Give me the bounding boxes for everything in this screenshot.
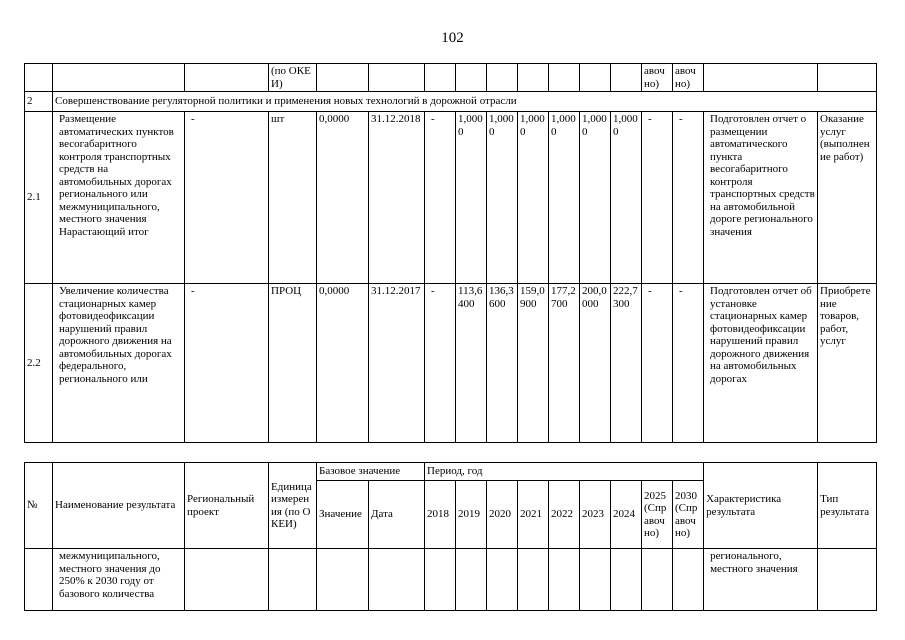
unit-header-tail: (по ОКЕИ) bbox=[269, 64, 317, 92]
result-type: Приобретение товаров, работ, услуг bbox=[818, 284, 877, 443]
year-2023-header: 2023 bbox=[580, 481, 611, 549]
regional-project: - bbox=[185, 284, 269, 443]
value-2024: 222,7300 bbox=[611, 284, 642, 443]
year-2024-header: 2024 bbox=[611, 481, 642, 549]
value-2021: 159,0900 bbox=[518, 284, 549, 443]
base-value: 0,0000 bbox=[317, 112, 369, 284]
value-2019: 113,6400 bbox=[456, 284, 487, 443]
base-date: 31.12.2017 bbox=[369, 284, 425, 443]
value-2023: 200,0000 bbox=[580, 284, 611, 443]
base-header: Базовое значение bbox=[317, 463, 425, 481]
section-title: Совершенствование регуляторной политики и применения новых технологий в дорожной отрасли bbox=[53, 92, 877, 112]
period-header: Период, год bbox=[425, 463, 704, 481]
unit-header: Единица измерения (по ОКЕИ) bbox=[269, 463, 317, 549]
base-value: 0,0000 bbox=[317, 284, 369, 443]
value-2018: - bbox=[425, 284, 456, 443]
type-header: Тип результата bbox=[818, 463, 877, 549]
value-2025: - bbox=[642, 284, 673, 443]
table-row bbox=[25, 112, 877, 284]
results-table-continued bbox=[24, 63, 877, 443]
header-tail-row bbox=[25, 64, 877, 92]
regional-project: - bbox=[185, 112, 269, 284]
year-2022-header: 2022 bbox=[549, 481, 580, 549]
result-name: Размещение автоматических пунктов весогабаритного контроля транспортных средств на автомобильных дорогах регионального или межмуниципального, местного значения Нарастающий итог bbox=[53, 112, 185, 284]
base-date-header: Дата bbox=[369, 481, 425, 549]
section-number: 2 bbox=[25, 92, 53, 112]
table-row bbox=[25, 549, 877, 611]
row-number: 2.2 bbox=[25, 284, 53, 443]
value-2022: 177,2700 bbox=[549, 284, 580, 443]
y2030-header-tail: авоч но) bbox=[673, 64, 704, 92]
name-header: Наименование результата bbox=[53, 463, 185, 549]
characteristic-header: Характеристика результата bbox=[704, 463, 818, 549]
num-header: № bbox=[25, 463, 53, 549]
results-table-header bbox=[24, 462, 877, 611]
page-number: 102 bbox=[441, 30, 464, 46]
table-row bbox=[25, 284, 877, 443]
value-2018: - bbox=[425, 112, 456, 284]
unit: ПРОЦ bbox=[269, 284, 317, 443]
result-type: Оказание услуг (выполнение работ) bbox=[818, 112, 877, 284]
year-2020-header: 2020 bbox=[487, 481, 518, 549]
value-2021: 1,0000 bbox=[518, 112, 549, 284]
base-value-header: Значение bbox=[317, 481, 369, 549]
y2025-header-tail: авоч но) bbox=[642, 64, 673, 92]
value-2023: 1,0000 bbox=[580, 112, 611, 284]
base-date: 31.12.2018 bbox=[369, 112, 425, 284]
row-number: 2.1 bbox=[25, 112, 53, 284]
header-row-1 bbox=[25, 463, 877, 481]
value-2030: - bbox=[673, 284, 704, 443]
year-2018-header: 2018 bbox=[425, 481, 456, 549]
year-2025-header: 2025 (Справочно) bbox=[642, 481, 673, 549]
year-2030-header: 2030 (Справочно) bbox=[673, 481, 704, 549]
year-2021-header: 2021 bbox=[518, 481, 549, 549]
value-2020: 136,3600 bbox=[487, 284, 518, 443]
value-2020: 1,0000 bbox=[487, 112, 518, 284]
result-name: Увеличение количества стационарных камер фотовидеофиксации нарушений правил дорожного движения на автомобильных дорогах федерального, регионального или bbox=[53, 284, 185, 443]
year-2019-header: 2019 bbox=[456, 481, 487, 549]
unit: шт bbox=[269, 112, 317, 284]
result-characteristic: Подготовлен отчет об установке стационарных камер фотовидеофиксации нарушений правил дорожного движения на автомобильных дорогах bbox=[704, 284, 818, 443]
result-characteristic-continued: регионального, местного значения bbox=[704, 549, 818, 611]
result-characteristic: Подготовлен отчет о размещении автоматического пункта весогабаритного контроля транспортных средств на автомобильной дороге регионального значения bbox=[704, 112, 818, 284]
section-row bbox=[25, 92, 877, 112]
value-2025: - bbox=[642, 112, 673, 284]
result-name-continued: межмуниципального, местного значения до 250% к 2030 году от базового количества bbox=[53, 549, 185, 611]
value-2019: 1,0000 bbox=[456, 112, 487, 284]
value-2030: - bbox=[673, 112, 704, 284]
value-2022: 1,0000 bbox=[549, 112, 580, 284]
value-2024: 1,0000 bbox=[611, 112, 642, 284]
project-header: Региональный проект bbox=[185, 463, 269, 549]
